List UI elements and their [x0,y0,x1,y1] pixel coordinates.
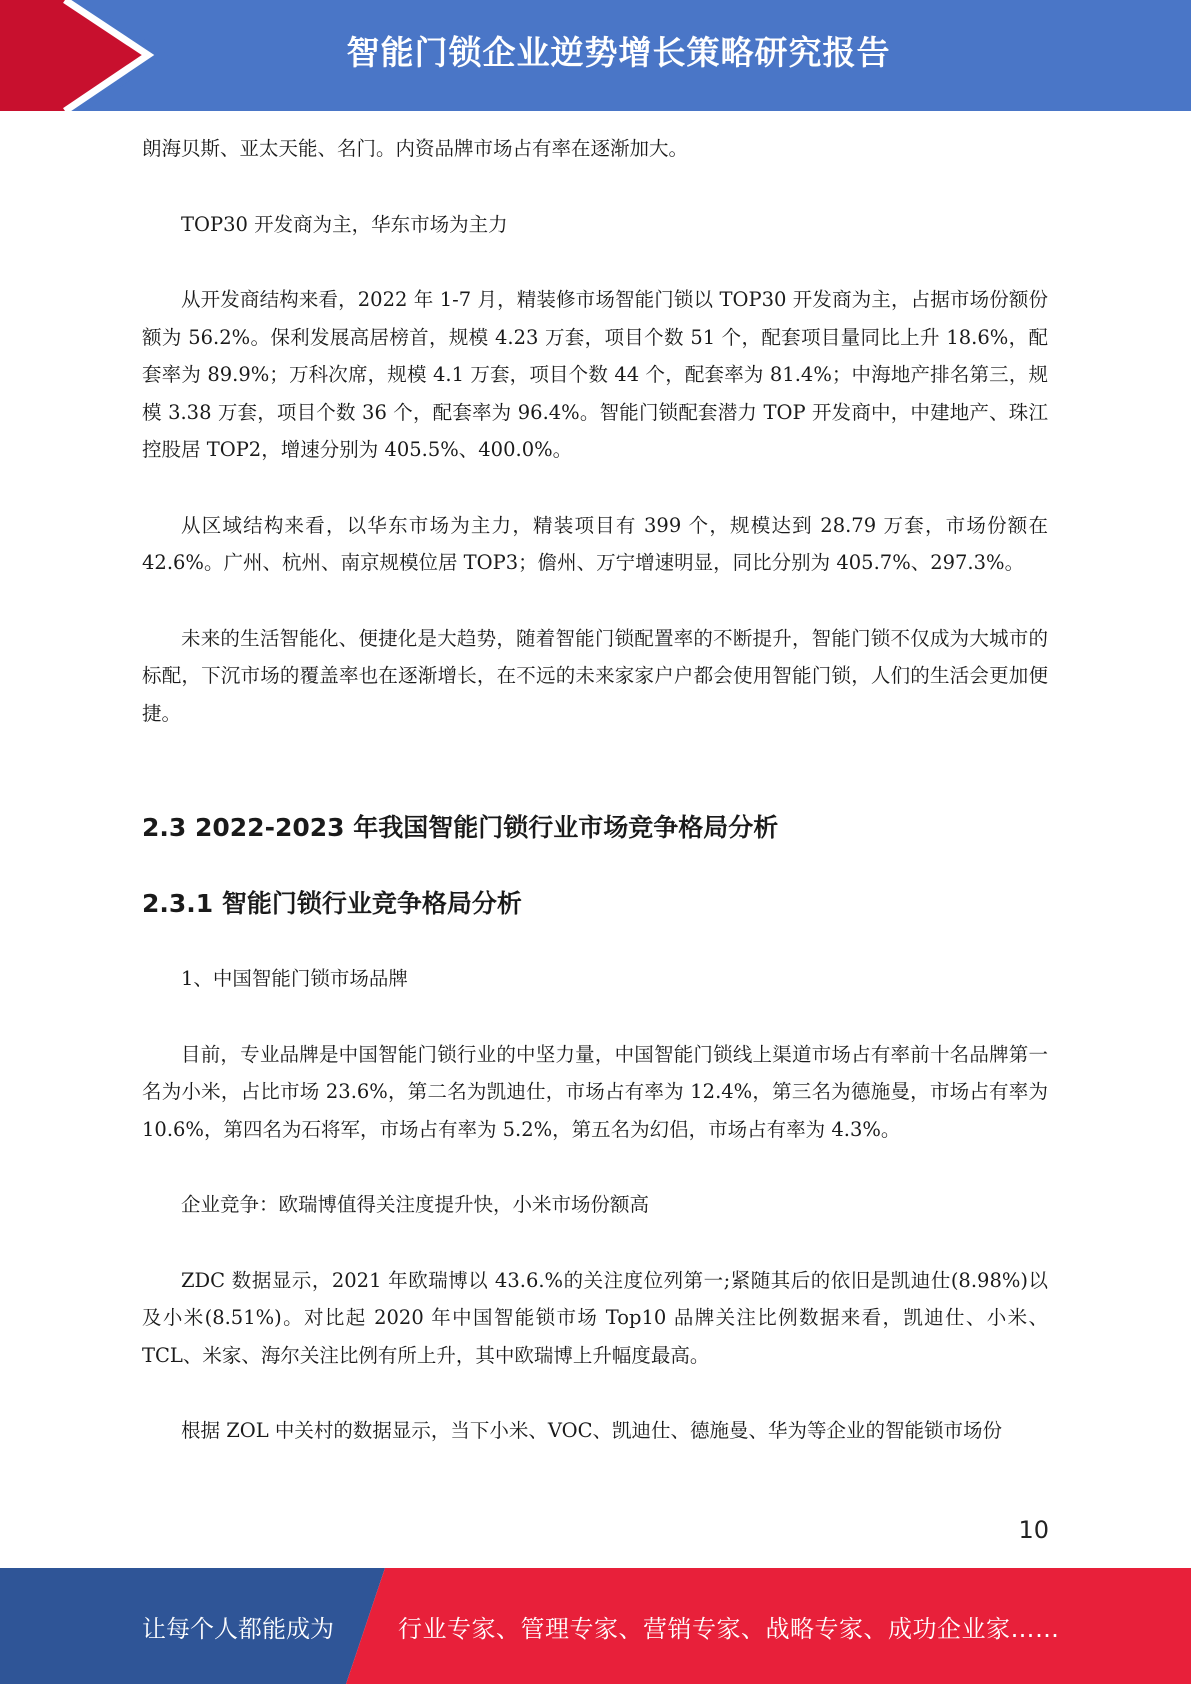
paragraph: 目前，专业品牌是中国智能门锁行业的中坚力量，中国智能门锁线上渠道市场占有率前十名品牌第一名为小米，占比市场 23.6%，第二名为凯迪仕，市场占有率为 12.4%，第三名为德施曼，市场占有率为 10.6%，第四名为石将军，市场占有率为 5.2%，第五名为幻侣，市场占有率为 4.3%。 [142,1042,1048,1141]
page-header [0,0,1191,111]
report-title: 智能门锁企业逆势增长策略研究报告 [346,33,891,72]
footer-slogan-left: 让每个人都能成为 [142,1615,334,1643]
paragraph: 从开发商结构来看，2022 年 1-7 月，精装修市场智能门锁以 TOP30 开发商为主，占据市场份额份额为 56.2%。保利发展高居榜首，规模 4.23 万套，项目个数 51 个，配套项目量同比上升 18.6%，配套率为 89.9%；万科次席，规模 4.1 万套，项目个数 44 个，配套率为 81.4%；中海地产排名第三，规模 3.38 万套，项目个数 36 个，配套率为 96.4%。智能门锁配套潜力 TOP 开发商中，中建地产、珠江控股居 TOP2，增速分别为 405.5%、400.0%。 [142,288,1048,461]
subsection-heading: 2.3.1 智能门锁行业竞争格局分析 [142,889,522,918]
paragraph: 从区域结构来看，以华东市场为主力，精装项目有 399 个，规模达到 28.79 万套，市场份额在 42.6%。广州、杭州、南京规模位居 TOP3；儋州、万宁增速明显，同比分别为 405.7%、297.3%。 [142,513,1048,574]
paragraph: 根据 ZOL 中关村的数据显示，当下小米、VOC、凯迪仕、德施曼、华为等企业的智能锁市场份 [181,1419,1003,1442]
page-number: 10 [1018,1516,1049,1544]
page-content [142,130,1048,1450]
subheading-paragraph: TOP30 开发商为主，华东市场为主力 [181,212,508,236]
paragraph: 未来的生活智能化、便捷化是大趋势，随着智能门锁配置率的不断提升，智能门锁不仅成为大城市的标配，下沉市场的覆盖率也在逐渐增长，在不远的未来家家户户都会使用智能门锁，人们的生活会更加便捷。 [142,626,1048,725]
paragraph: ZDC 数据显示，2021 年欧瑞博以 43.6.%的关注度位列第一;紧随其后的依旧是凯迪仕(8.98%)以及小米(8.51%)。对比起 2020 年中国智能锁市场 Top10 品牌关注比例数据来看，凯迪仕、小米、TCL、米家、海尔关注比例有所上升，其中欧瑞博上升幅度最高。 [142,1268,1048,1367]
page-footer [0,1568,1191,1684]
subheading-paragraph: 企业竞争：欧瑞博值得关注度提升快，小米市场份额高 [181,1193,650,1216]
footer-slogan-right: 行业专家、管理专家、营销专家、战略专家、成功企业家…… [398,1615,1060,1643]
paragraph: 朗海贝斯、亚太天能、名门。内资品牌市场占有率在逐渐加大。 [142,137,689,160]
section-heading: 2.3 2022-2023 年我国智能门锁行业市场竞争格局分析 [142,813,779,842]
list-heading-paragraph: 1、中国智能门锁市场品牌 [181,967,408,990]
